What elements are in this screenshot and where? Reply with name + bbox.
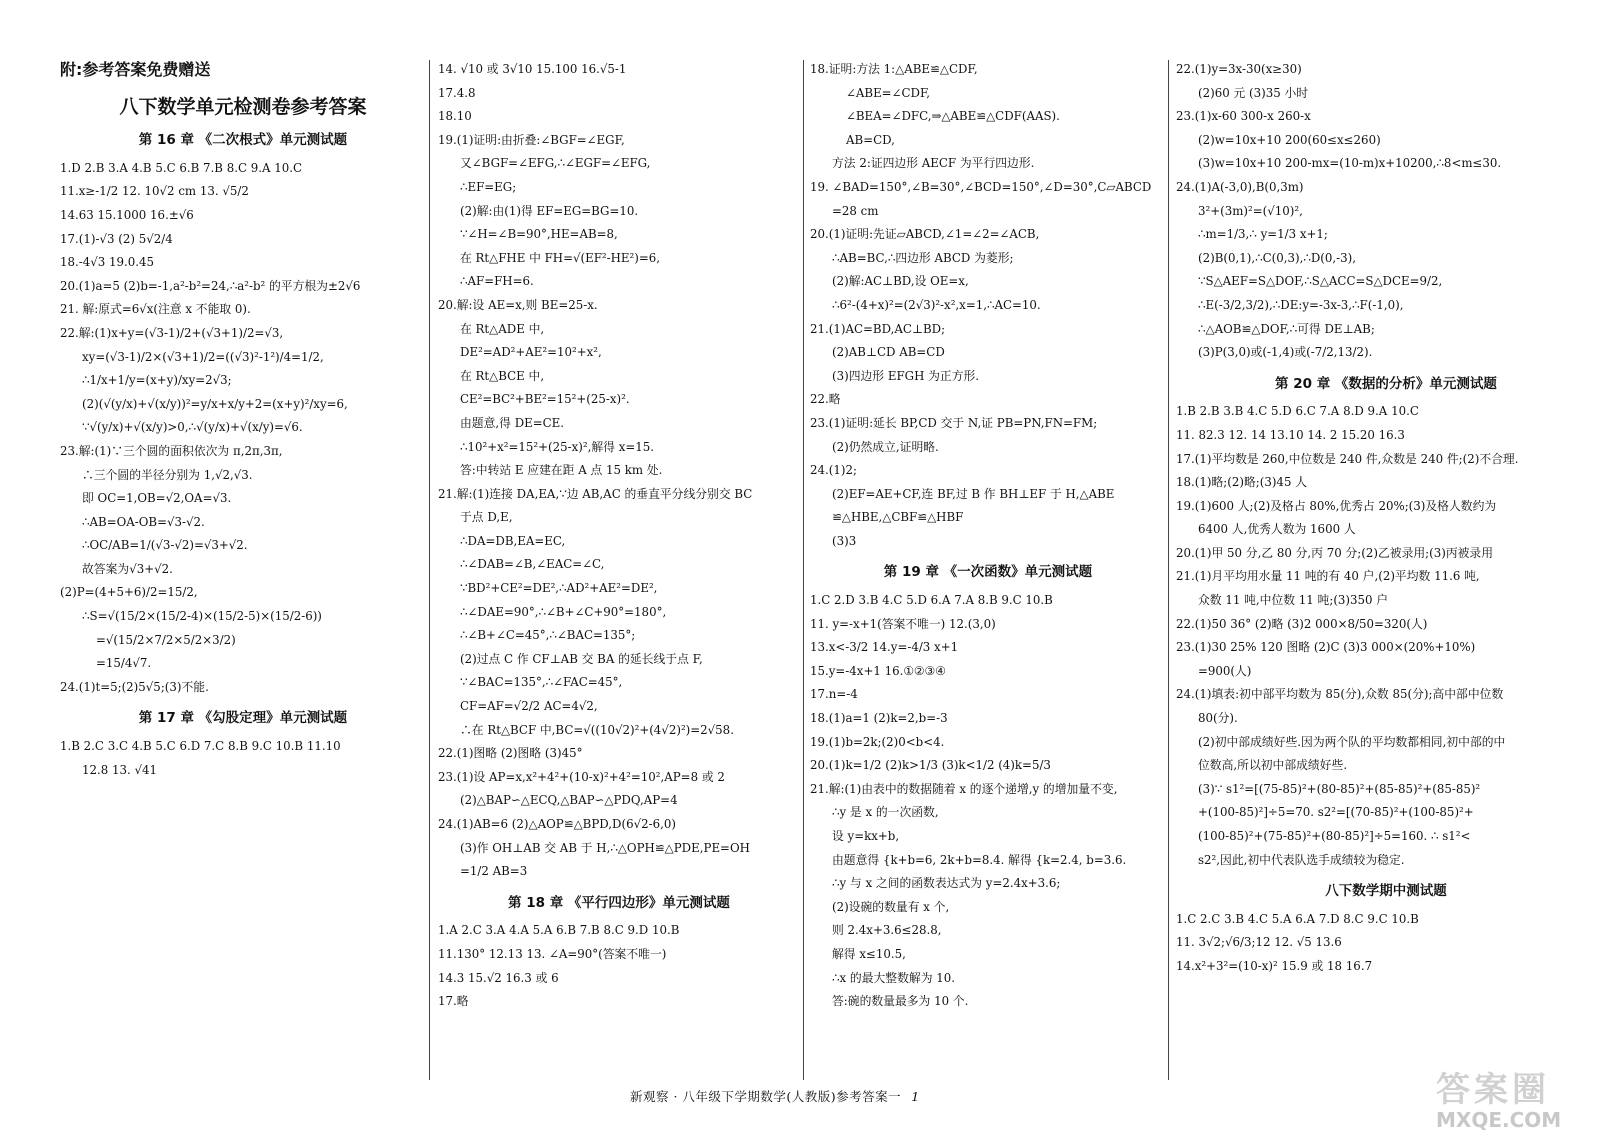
answer-line: 20.(1)甲 50 分,乙 80 分,丙 70 分;(2)乙被录用;(3)丙被录用 <box>1176 545 1494 560</box>
answer-line: 20.(1)证明:先证▱ABCD,∠1=∠2=∠ACB, <box>810 227 1040 242</box>
answer-line: 方法 2:证四边形 AECF 为平行四边形. <box>832 156 1035 171</box>
column-divider <box>1168 60 1169 1080</box>
answer-line: 11.130° 12.13 13. ∠A=90°(答案不唯一) <box>438 946 667 961</box>
answer-line: ∵∠BAC=135°,∴∠FAC=45°, <box>460 675 623 690</box>
answer-line: (3)∵ s1²=[(75-85)²+(80-85)²+(85-85)²+(85-85)² <box>1198 781 1481 796</box>
answer-line: 17.略 <box>438 994 469 1009</box>
answer-line: 6400 人,优秀人数为 1600 人 <box>1198 522 1356 537</box>
answer-line: 由题意,得 DE=CE. <box>460 415 565 430</box>
answer-line: (2)仍然成立,证明略. <box>832 439 939 454</box>
answer-line: (2)EF=AE+CF,连 BF,过 B 作 BH⊥EF 于 H,△ABE <box>832 486 1115 501</box>
answer-line: 18.(1)a=1 (2)k=2,b=-3 <box>810 711 948 726</box>
answer-line: ∴y 是 x 的一次函数, <box>832 805 939 820</box>
answer-line: ∴6²-(4+x)²=(2√3)²-x²,x=1,∴AC=10. <box>832 297 1041 312</box>
answer-line: (3)四边形 EFGH 为正方形. <box>832 368 980 383</box>
answer-line: =1/2 AB=3 <box>460 864 528 879</box>
answer-line: ∴∠DAE=90°,∴∠B+∠C+90°=180°, <box>460 604 667 619</box>
answer-line: 1.D 2.B 3.A 4.B 5.C 6.B 7.B 8.C 9.A 10.C <box>60 160 303 175</box>
answer-line: =√(15/2×7/2×5/2×3/2) <box>96 632 236 647</box>
answer-line: 18.10 <box>438 109 472 124</box>
answer-line: 于点 D,E, <box>460 510 513 525</box>
answer-line: 位数高,所以初中部成绩好些. <box>1198 758 1348 773</box>
answer-line: xy=(√3-1)/2×(√3+1)/2=((√3)²-1²)/4=1/2, <box>82 349 324 364</box>
answer-line: (3)3 <box>832 533 857 548</box>
answer-line: 21.(1)AC=BD,AC⊥BD; <box>810 321 946 336</box>
answer-line: (2)初中部成绩好些.因为两个队的平均数都相同,初中部的中 <box>1198 734 1506 749</box>
answer-line: 22.解:(1)x+y=(√3-1)/2+(√3+1)/2=√3, <box>60 325 284 340</box>
answer-line: ∴AF=FH=6. <box>460 274 534 289</box>
answer-line: 23.(1)x-60 300-x 260-x <box>1176 109 1311 124</box>
answer-line: ∴S=√(15/2×(15/2-4)×(15/2-5)×(15/2-6)) <box>82 609 322 624</box>
answer-line: ∴EF=EG; <box>460 179 517 194</box>
answer-line: 即 OC=1,OB=√2,OA=√3. <box>82 491 232 506</box>
answer-line: ∴DA=DB,EA=EC, <box>460 533 566 548</box>
answer-line: 24.(1)AB=6 (2)△AOP≌△BPD,D(6√2-6,0) <box>438 817 676 831</box>
column-divider <box>429 60 430 1080</box>
answer-line: 1.C 2.D 3.B 4.C 5.D 6.A 7.A 8.B 9.C 10.B <box>810 593 1053 608</box>
answer-line: 又∠BGF=∠EFG,∴∠EGF=∠EFG, <box>460 156 651 171</box>
answer-line: 22.(1)50 36° (2)略 (3)2 000×8/50=320(人) <box>1176 616 1428 631</box>
answer-line: 17.n=-4 <box>810 687 858 702</box>
answer-line: 24.(1)填表:初中部平均数为 85(分),众数 85(分);高中部中位数 <box>1176 687 1504 702</box>
answer-line: =15/4√7. <box>96 656 152 671</box>
answer-line: ∵∠H=∠B=90°,HE=AB=8, <box>460 227 618 242</box>
answer-line: 23.解:(1)∵三个圆的面积依次为 π,2π,3π, <box>60 443 283 458</box>
answer-line: ∴m=1/3,∴ y=1/3 x+1; <box>1198 227 1328 242</box>
answer-line: 19.(1)证明:由折叠:∠BGF=∠EGF, <box>438 132 625 147</box>
answer-line: 19.(1)600 人;(2)及格占 80%,优秀占 20%;(3)及格人数约为 <box>1176 498 1497 513</box>
answer-line: 答:碗的数量最多为 10 个. <box>832 994 969 1009</box>
answer-line: 13.x<-3/2 14.y=-4/3 x+1 <box>810 640 959 655</box>
answer-line: CE²=BC²+BE²=15²+(25-x)². <box>460 392 630 407</box>
answer-line: 解得 x≤10.5, <box>832 946 906 961</box>
section-title-ch17: 第 17 章 《勾股定理》单元测试题 <box>138 710 348 727</box>
answer-line: 在 Rt△BCE 中, <box>460 368 545 383</box>
answer-line: (3)P(3,0)或(-1,4)或(-7/2,13/2). <box>1198 345 1373 360</box>
column-3 <box>810 58 1166 1014</box>
answer-line: ∴AB=OA-OB=√3-√2. <box>82 514 205 529</box>
answer-line: 18.(1)略;(2)略;(3)45 人 <box>1176 475 1307 490</box>
answer-line: ∴在 Rt△BCF 中,BC=√((10√2)²+(4√2)²)=2√58. <box>460 722 734 737</box>
answer-line: 11. y=-x+1(答案不唯一) 12.(3,0) <box>810 616 996 631</box>
answer-line: (2)解:由(1)得 EF=EG=BG=10. <box>460 203 639 218</box>
answer-line: 在 Rt△ADE 中, <box>460 321 545 336</box>
answer-line: 24.(1)2; <box>810 463 857 478</box>
answer-line: 23.(1)证明:延长 BP,CD 交于 N,证 PB=PN,FN=FM; <box>810 415 1098 430</box>
answer-line: ∴AB=BC,∴四边形 ABCD 为菱形; <box>832 250 1014 265</box>
answer-line: 15.y=-4x+1 16.①②③④ <box>810 663 946 678</box>
watermark <box>1420 1062 1600 1142</box>
answer-line: (100-85)²+(75-85)²+(80-85)²]÷5=160. ∴ s1²< <box>1198 829 1471 843</box>
answer-line: 24.(1)t=5;(2)5√5;(3)不能. <box>60 679 209 694</box>
answer-line: ≌△HBE,△CBF≌△HBF <box>832 510 964 525</box>
answer-line: ∠ABE=∠CDF, <box>846 85 931 100</box>
answer-line: ∴10²+x²=15²+(25-x)²,解得 x=15. <box>460 439 654 454</box>
answer-line: 20.(1)a=5 (2)b=-1,a²-b²=24,∴a²-b² 的平方根为±2√6 <box>60 278 361 293</box>
column-divider <box>803 60 804 1080</box>
answer-line: 在 Rt△FHE 中 FH=√(EF²-HE²)=6, <box>460 250 660 265</box>
answer-line: ∴△AOB≌△DOF,∴可得 DE⊥AB; <box>1198 321 1375 336</box>
answer-line: (2)设碗的数量有 x 个, <box>832 899 950 914</box>
answer-line: =900(人) <box>1198 663 1252 678</box>
answer-line: 11. 3√2;√6/3;12 12. √5 13.6 <box>1176 935 1342 950</box>
answer-line: 23.(1)30 25% 120 图略 (2)C (3)3 000×(20%+10%) <box>1176 640 1476 655</box>
footer-text: 新观察 · 八年级下学期数学(人教版)参考答案一 <box>630 1089 902 1104</box>
answer-line: ∴∠B+∠C=45°,∴∠BAC=135°; <box>460 628 636 643</box>
answer-line: 21.解:(1)连接 DA,EA,∵边 AB,AC 的垂直平分线分别交 BC <box>438 486 753 501</box>
answer-line: 20.解:设 AE=x,则 BE=25-x. <box>438 297 598 312</box>
answer-line: (2)解:AC⊥BD,设 OE=x, <box>832 274 969 289</box>
answer-line: (2)P=(4+5+6)/2=15/2, <box>60 585 198 600</box>
answer-line: (2)(√(y/x)+√(x/y))²=y/x+x/y+2=(x+y)²/xy=6, <box>82 396 348 411</box>
answer-line: (2)过点 C 作 CF⊥AB 交 BA 的延长线于点 F, <box>460 651 703 666</box>
section-title-ch16: 第 16 章 《二次根式》单元测试题 <box>138 132 348 149</box>
answer-line: 由题意得 {k+b=6, 2k+b=8.4. 解得 {k=2.4, b=3.6. <box>832 852 1127 867</box>
answer-line: 17.4.8 <box>438 85 476 100</box>
answer-line: ∵S△AEF=S△DOF,∴S△ACC=S△DCE=9/2, <box>1198 274 1443 289</box>
answer-line: 则 2.4x+3.6≤28.8, <box>832 923 942 938</box>
answer-line: 20.(1)k=1/2 (2)k>1/3 (3)k<1/2 (4)k=5/3 <box>810 758 1051 773</box>
answer-line: 14.63 15.1000 16.±√6 <box>60 207 194 222</box>
answer-line: 14. √10 或 3√10 15.100 16.√5-1 <box>438 62 627 76</box>
answer-line: 故答案为√3+√2. <box>82 561 173 576</box>
answer-line: +(100-85)²]÷5=70. s2²=[(70-85)²+(100-85)²+ <box>1198 805 1474 820</box>
answer-line: (2)△BAP∽△ECQ,△BAP∽△PDQ,AP=4 <box>460 793 678 808</box>
answer-line: 14.3 15.√2 16.3 或 6 <box>438 970 559 985</box>
answer-line: ∴∠DAB=∠B,∠EAC=∠C, <box>460 557 605 572</box>
page-footer <box>630 1087 1230 1105</box>
answer-line: 设 y=kx+b, <box>832 829 900 843</box>
answer-line: ∴x 的最大整数解为 10. <box>832 970 955 985</box>
answer-line: 18.-4√3 19.0.45 <box>60 255 155 270</box>
answer-line: 答:中转站 E 应建在距 A 点 15 km 处. <box>460 463 663 478</box>
answer-line: =28 cm <box>832 203 879 218</box>
answer-line: 19. ∠BAD=150°,∠B=30°,∠BCD=150°,∠D=30°,C▱ABCD <box>810 179 1152 194</box>
answer-line: 22.(1)y=3x-30(x≥30) <box>1176 62 1302 76</box>
answer-line: ∴y 与 x 之间的函数表达式为 y=2.4x+3.6; <box>832 876 1061 891</box>
answer-line: 3²+(3m)²=(√10)², <box>1198 203 1303 218</box>
answer-line: 22.略 <box>810 392 841 407</box>
answer-line: (3)作 OH⊥AB 交 AB 于 H,∴△OPH≌△PDE,PE=OH <box>460 840 750 855</box>
answer-line: 18.证明:方法 1:△ABE≌△CDF, <box>810 62 978 76</box>
section-title-ch19: 第 19 章 《一次函数》单元测试题 <box>883 564 1093 581</box>
section-title-ch18: 第 18 章 《平行四边形》单元测试题 <box>508 894 730 911</box>
answer-line: 12.8 13. √41 <box>82 762 158 777</box>
answer-line: ∠BEA=∠DFC,⇒△ABE≌△CDF(AAS). <box>846 109 1060 124</box>
column-1 <box>60 58 426 782</box>
answer-line: ∵√(y/x)+√(x/y)>0,∴√(y/x)+√(x/y)=√6. <box>82 420 303 435</box>
answer-line: 1.B 2.C 3.C 4.B 5.C 6.D 7.C 8.B 9.C 10.B 11.10 <box>60 739 341 754</box>
answer-line: 22.(1)图略 (2)图略 (3)45° <box>438 746 583 761</box>
answer-line: 1.A 2.C 3.A 4.A 5.A 6.B 7.B 8.C 9.D 10.B <box>438 923 680 938</box>
answer-line: 21.(1)月平均用水量 11 吨的有 40 户,(2)平均数 11.6 吨, <box>1176 569 1480 584</box>
column-2 <box>438 58 800 1014</box>
answer-line: 21. 解:原式=6√x(注意 x 不能取 0). <box>60 302 251 317</box>
answer-line: 11.x≥-1/2 12. 10√2 cm 13. √5/2 <box>60 184 249 199</box>
section-title-midterm: 八下数学期中测试题 <box>1325 883 1447 900</box>
answer-line: AB=CD, <box>846 132 895 147</box>
answer-line: 80(分). <box>1198 711 1238 726</box>
answer-line: ∴1/x+1/y=(x+y)/xy=2√3; <box>82 373 232 388</box>
answer-line: 11. 82.3 12. 14 13.10 14. 2 15.20 16.3 <box>1176 427 1405 442</box>
column-4 <box>1176 58 1596 979</box>
answer-line: ∴E(-3/2,3/2),∴DE:y=-3x-3,∴F(-1,0), <box>1198 297 1404 312</box>
answer-line: ∵BD²+CE²=DE²,∴AD²+AE²=DE², <box>460 581 658 596</box>
answer-line: ∴OC/AB=1/(√3-√2)=√3+√2. <box>82 538 248 553</box>
answer-line: 众数 11 吨,中位数 11 吨;(3)350 户 <box>1198 593 1389 608</box>
answer-line: DE²=AD²+AE²=10²+x², <box>460 345 602 360</box>
answer-line: (2)AB⊥CD AB=CD <box>832 345 945 360</box>
answer-line: CF=AF=√2/2 AC=4√2, <box>460 699 598 714</box>
attachment-note: 附:参考答案免费赠送 <box>60 60 211 79</box>
watermark-url: MXQE.COM <box>1436 1108 1562 1132</box>
watermark-logo: 答案圈 <box>1436 1070 1550 1110</box>
answer-line: (3)w=10x+10 200-mx=(10-m)x+10200,∴8<m≤30. <box>1198 156 1502 171</box>
page-title: 八下数学单元检测卷参考答案 <box>119 95 367 118</box>
answer-line: 24.(1)A(-3,0),B(0,3m) <box>1176 179 1304 194</box>
answer-line: s2²,因此,初中代表队选手成绩较为稳定. <box>1198 852 1405 867</box>
page-number: 1 <box>911 1089 920 1104</box>
answer-line: (2)B(0,1),∴C(0,3),∴D(0,-3), <box>1198 250 1357 265</box>
answer-line: 17.(1)平均数是 260,中位数是 240 件,众数是 240 件;(2)不合理. <box>1176 451 1519 466</box>
answer-line: 19.(1)b=2k;(2)0<b<4. <box>810 734 945 749</box>
answer-line: (2)w=10x+10 200(60≤x≤260) <box>1198 132 1381 147</box>
section-title-ch20: 第 20 章 《数据的分析》单元测试题 <box>1275 375 1497 392</box>
answer-line: ∴三个圆的半径分别为 1,√2,√3. <box>82 467 253 482</box>
answer-line: 14.x²+3²=(10-x)² 15.9 或 18 16.7 <box>1176 958 1373 973</box>
answer-line: 23.(1)设 AP=x,x²+4²+(10-x)²+4²=10²,AP=8 或 2 <box>438 769 725 784</box>
answer-line: 1.B 2.B 3.B 4.C 5.D 6.C 7.A 8.D 9.A 10.C <box>1176 404 1419 419</box>
answer-line: (2)60 元 (3)35 小时 <box>1198 85 1309 100</box>
answer-line: 21.解:(1)由表中的数据随着 x 的逐个递增,y 的增加量不变, <box>810 781 1118 796</box>
answer-line: 17.(1)-√3 (2) 5√2/4 <box>60 231 173 246</box>
answer-line: 1.C 2.C 3.B 4.C 5.A 6.A 7.D 8.C 9.C 10.B <box>1176 911 1419 926</box>
